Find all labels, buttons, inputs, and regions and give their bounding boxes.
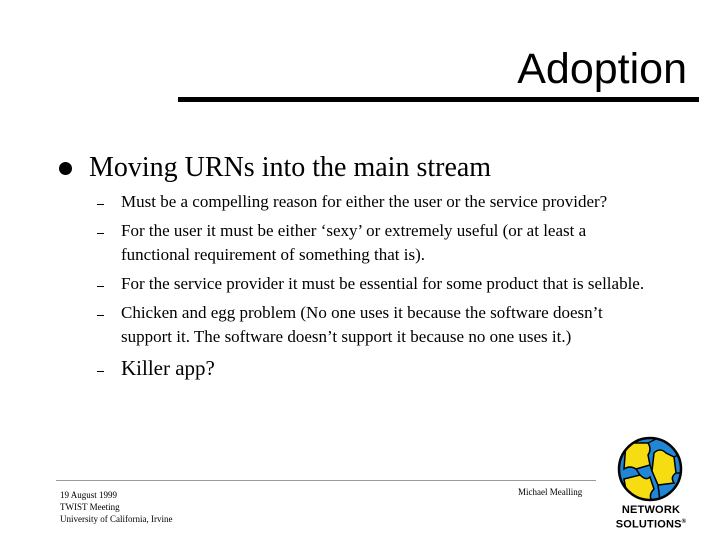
network-solutions-logo: [611, 435, 691, 531]
dash-bullet-icon: [97, 315, 104, 316]
sub-point: [97, 190, 657, 214]
main-point: Moving URNs into the main stream: [89, 152, 492, 183]
sub-point: [97, 354, 657, 382]
sub-point-list: [97, 190, 657, 382]
dash-bullet-icon: [97, 286, 104, 287]
puzzle-globe-icon: [616, 435, 684, 503]
logo-registered-mark: ®: [681, 519, 687, 525]
title-underline: [178, 97, 699, 102]
main-bullet-icon: [59, 162, 72, 175]
sub-point: [97, 301, 657, 349]
dash-bullet-icon: [97, 371, 104, 372]
dash-bullet-icon: [97, 204, 104, 205]
sub-point-text: Chicken and egg problem (No one uses it because the software doesn’t support it. The software doesn’t support it because no one uses it.): [121, 303, 603, 346]
footer-date: 19 August 1999: [60, 490, 118, 500]
logo-wordmark: [611, 504, 691, 531]
slide-title: Adoption: [517, 45, 687, 93]
footer-author: Michael Mealling: [518, 487, 583, 497]
sub-point: [97, 219, 657, 267]
sub-point-text: Killer app?: [121, 356, 215, 380]
logo-line-1: NETWORK: [621, 504, 681, 516]
sub-point-text: For the user it must be either ‘sexy’ or extremely useful (or at least a functional requirement of something that is).: [121, 221, 587, 264]
footer-event: TWIST Meeting: [60, 502, 120, 512]
footer-info: [60, 489, 172, 525]
footer-divider: [56, 480, 596, 481]
sub-point-text: For the service provider it must be essential for some product that is sellable.: [121, 274, 645, 293]
footer-venue: University of California, Irvine: [60, 514, 173, 524]
sub-point-text: Must be a compelling reason for either the user or the service provider?: [121, 192, 608, 211]
dash-bullet-icon: [97, 233, 104, 234]
sub-point: [97, 272, 657, 296]
logo-line-2: SOLUTIONS: [615, 518, 682, 531]
